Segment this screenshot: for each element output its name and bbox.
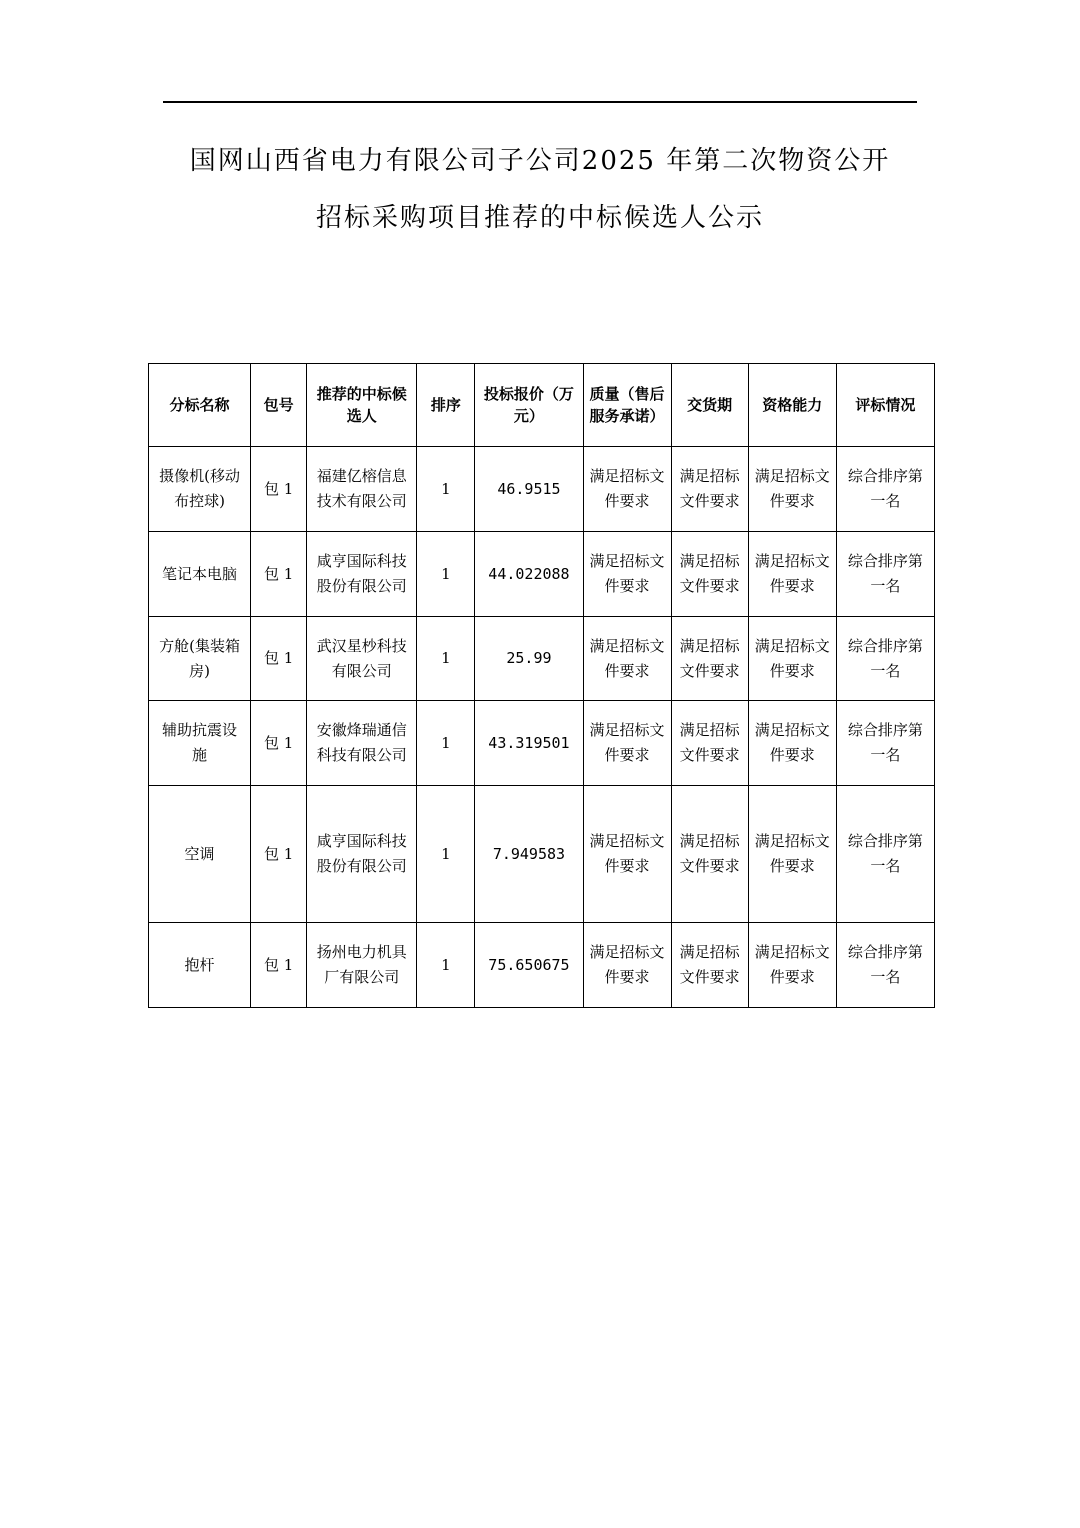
- cell-bid-price: 7.949583: [475, 786, 583, 923]
- cell-package: 包 1: [251, 532, 307, 617]
- table-header-row: [149, 364, 935, 447]
- table-row: [149, 532, 935, 617]
- header-qualification: 资格能力: [748, 364, 836, 447]
- cell-qualification: 满足招标文件要求: [748, 617, 836, 701]
- cell-lot-name: 笔记本电脑: [149, 532, 251, 617]
- cell-package: 包 1: [251, 786, 307, 923]
- header-rank: 排序: [417, 364, 475, 447]
- cell-evaluation: 综合排序第一名: [836, 532, 934, 617]
- cell-candidate: 咸亨国际科技股份有限公司: [307, 786, 417, 923]
- cell-evaluation: 综合排序第一名: [836, 701, 934, 786]
- cell-rank: 1: [417, 701, 475, 786]
- cell-package: 包 1: [251, 701, 307, 786]
- header-candidate: 推荐的中标候选人: [307, 364, 417, 447]
- cell-delivery: 满足招标文件要求: [671, 786, 748, 923]
- table-row: [149, 447, 935, 532]
- cell-package: 包 1: [251, 447, 307, 532]
- cell-rank: 1: [417, 617, 475, 701]
- candidate-table: [148, 363, 935, 1008]
- cell-evaluation: 综合排序第一名: [836, 923, 934, 1008]
- cell-lot-name: 抱杆: [149, 923, 251, 1008]
- cell-evaluation: 综合排序第一名: [836, 786, 934, 923]
- cell-candidate: 扬州电力机具厂有限公司: [307, 923, 417, 1008]
- cell-delivery: 满足招标文件要求: [671, 923, 748, 1008]
- cell-delivery: 满足招标文件要求: [671, 701, 748, 786]
- cell-bid-price: 44.022088: [475, 532, 583, 617]
- cell-bid-price: 25.99: [475, 617, 583, 701]
- cell-lot-name: 辅助抗震设施: [149, 701, 251, 786]
- cell-candidate: 福建亿榕信息技术有限公司: [307, 447, 417, 532]
- cell-quality: 满足招标文件要求: [583, 701, 671, 786]
- page-title-line-2: 招标采购项目推荐的中标候选人公示: [315, 203, 764, 233]
- cell-package: 包 1: [251, 617, 307, 701]
- cell-rank: 1: [417, 786, 475, 923]
- cell-delivery: 满足招标文件要求: [671, 447, 748, 532]
- cell-bid-price: 75.650675: [475, 923, 583, 1008]
- cell-qualification: 满足招标文件要求: [748, 786, 836, 923]
- header-delivery: 交货期: [671, 364, 748, 447]
- table-row: [149, 786, 935, 923]
- table-row: [149, 701, 935, 786]
- header-package: 包号: [251, 364, 307, 447]
- table-row: [149, 617, 935, 701]
- page-title-line-1: 国网山西省电力有限公司子公司2025 年第二次物资公开: [189, 146, 891, 176]
- cell-lot-name: 摄像机(移动布控球): [149, 447, 251, 532]
- cell-evaluation: 综合排序第一名: [836, 617, 934, 701]
- cell-delivery: 满足招标文件要求: [671, 617, 748, 701]
- cell-qualification: 满足招标文件要求: [748, 923, 836, 1008]
- cell-qualification: 满足招标文件要求: [748, 701, 836, 786]
- cell-quality: 满足招标文件要求: [583, 532, 671, 617]
- header-bid-price: 投标报价（万元）: [475, 364, 583, 447]
- cell-candidate: 武汉星杪科技有限公司: [307, 617, 417, 701]
- cell-quality: 满足招标文件要求: [583, 923, 671, 1008]
- header-lot-name: 分标名称: [149, 364, 251, 447]
- cell-quality: 满足招标文件要求: [583, 617, 671, 701]
- cell-delivery: 满足招标文件要求: [671, 532, 748, 617]
- cell-candidate: 安徽烽瑞通信科技有限公司: [307, 701, 417, 786]
- table-row: [149, 923, 935, 1008]
- cell-quality: 满足招标文件要求: [583, 786, 671, 923]
- cell-qualification: 满足招标文件要求: [748, 447, 836, 532]
- cell-rank: 1: [417, 532, 475, 617]
- header-evaluation: 评标情况: [836, 364, 934, 447]
- cell-qualification: 满足招标文件要求: [748, 532, 836, 617]
- cell-evaluation: 综合排序第一名: [836, 447, 934, 532]
- cell-lot-name: 空调: [149, 786, 251, 923]
- cell-bid-price: 46.9515: [475, 447, 583, 532]
- cell-rank: 1: [417, 447, 475, 532]
- cell-quality: 满足招标文件要求: [583, 447, 671, 532]
- cell-candidate: 咸亨国际科技股份有限公司: [307, 532, 417, 617]
- cell-package: 包 1: [251, 923, 307, 1008]
- cell-lot-name: 方舱(集装箱房): [149, 617, 251, 701]
- cell-bid-price: 43.319501: [475, 701, 583, 786]
- cell-rank: 1: [417, 923, 475, 1008]
- header-rule: [163, 101, 917, 103]
- header-quality: 质量（售后服务承诺）: [583, 364, 671, 447]
